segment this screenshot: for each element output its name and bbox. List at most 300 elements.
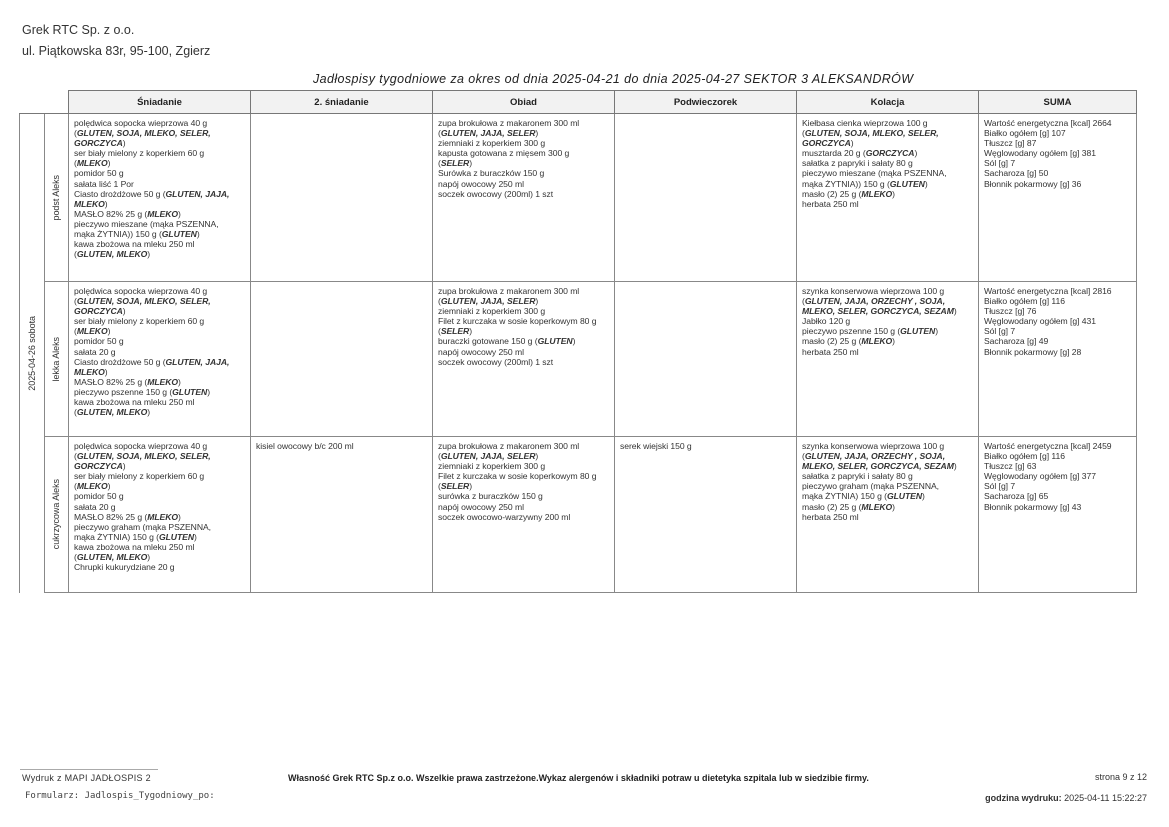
menu-line	[984, 296, 1131, 306]
print-time-value: 2025-04-11 15:22:27	[1064, 793, 1147, 803]
menu-line	[438, 138, 609, 148]
menu-text: (	[438, 158, 441, 169]
menu-text: pieczywo mieszane (mąka PSZENNA,	[802, 168, 947, 179]
afternoon-snack-cell	[615, 282, 797, 437]
menu-text: (	[802, 296, 805, 307]
diet-label: cukrzycowa Aleks	[51, 479, 62, 550]
menu-line	[74, 491, 245, 501]
menu-text: Tłuszcz [g] 87	[984, 138, 1037, 149]
menu-text: surówka z buraczków 150 g	[438, 491, 543, 502]
menu-text: polędwica sopocka wieprzowa 40 g	[74, 118, 208, 128]
menu-text: Błonnik pokarmowy [g] 36	[984, 178, 1082, 189]
menu-line	[74, 229, 245, 239]
lunch-cell	[433, 437, 615, 593]
company-address: ul. Piątkowska 83r, 95-100, Zgierz	[22, 44, 211, 58]
menu-text: Białko ogółem [g] 107	[984, 128, 1066, 139]
allergen-text: GLUTEN, SOJA, MLEKO, SELER,	[804, 128, 939, 139]
menu-text: (	[74, 407, 77, 418]
menu-line	[984, 118, 1131, 128]
menu-line	[802, 128, 973, 138]
menu-text: Sól [g] 7	[984, 481, 1016, 492]
menu-text: Sacharoza [g] 65	[984, 491, 1049, 502]
menu-line	[438, 189, 609, 199]
menu-line	[438, 286, 609, 296]
allergen-text: GLUTEN, JAJA,	[165, 188, 230, 199]
print-time	[985, 793, 1147, 803]
menu-line	[984, 461, 1131, 471]
menu-line	[984, 471, 1131, 481]
menu-text: polędwica sopocka wieprzowa 40 g	[74, 441, 208, 451]
menu-text: )	[194, 531, 197, 542]
table-row	[20, 114, 1137, 282]
menu-text: Sacharoza [g] 50	[984, 168, 1049, 179]
menu-text: ser biały mielony z koperkiem 60 g	[74, 316, 205, 327]
allergen-text: GLUTEN	[537, 336, 573, 347]
allergen-text: GLUTEN, SOJA, MLEKO, SELER,	[76, 128, 211, 139]
second-breakfast-cell	[251, 282, 433, 437]
menu-line	[802, 168, 973, 178]
print-time-label: godzina wydruku:	[985, 793, 1062, 803]
menu-line	[74, 562, 245, 572]
menu-line	[984, 179, 1131, 189]
table-row	[20, 437, 1137, 593]
allergen-text: MLEKO	[76, 481, 108, 492]
menu-text: (	[74, 326, 77, 337]
menu-line	[74, 387, 245, 397]
menu-text: ziemniaki z koperkiem 300 g	[438, 461, 546, 472]
sum-cell	[979, 114, 1137, 282]
menu-text: MASŁO 82% 25 g (	[74, 511, 148, 522]
menu-text: ser biały mielony z koperkiem 60 g	[74, 471, 205, 482]
allergen-text: GLUTEN, MLEKO	[76, 552, 148, 563]
menu-text: pieczywo graham (mąka PSZENNA,	[802, 481, 939, 492]
menu-text: )	[469, 158, 473, 169]
menu-line	[802, 347, 973, 357]
company-name: Grek RTC Sp. z o.o.	[22, 23, 135, 37]
menu-text: Błonnik pokarmowy [g] 43	[984, 501, 1082, 512]
menu-line	[802, 118, 973, 128]
menu-text: herbata 250 ml	[802, 198, 859, 209]
afternoon-snack-cell	[615, 437, 797, 593]
menu-line	[74, 316, 245, 326]
menu-text: pieczywo pszenne 150 g (	[74, 386, 173, 397]
allergen-text: GLUTEN, JAJA, ORZECHY , SOJA,	[804, 296, 946, 307]
menu-line	[74, 552, 245, 562]
menu-text: )	[178, 208, 181, 219]
date-cell	[20, 114, 45, 593]
menu-line	[74, 326, 245, 336]
menu-line	[438, 502, 609, 512]
menu-text: )	[122, 306, 126, 317]
menu-line	[438, 326, 609, 336]
menu-text: )	[953, 461, 957, 472]
allergen-text: MLEKO	[74, 198, 105, 209]
menu-text: )	[914, 148, 918, 159]
breakfast-cell	[69, 114, 251, 282]
menu-text: serek wiejski 150 g	[620, 441, 692, 451]
allergen-text: MLEKO	[76, 158, 108, 169]
footer-form: Formularz: Jadlospis_Tygodniowy_po:	[25, 791, 215, 801]
menu-text: )	[107, 481, 111, 492]
menu-line	[438, 481, 609, 491]
menu-text: szynka konserwowa wieprzowa 100 g	[802, 441, 945, 451]
menu-line	[802, 148, 973, 158]
menu-text: Białko ogółem [g] 116	[984, 451, 1065, 462]
menu-text: )	[147, 552, 151, 563]
menu-text: Ciasto drożdżowe 50 g (	[74, 356, 166, 367]
menu-line	[74, 239, 245, 249]
allergen-text: MLEKO, SELER, GORCZYCA, SEZAM	[802, 461, 954, 472]
menu-text: masło (2) 25 g (	[802, 336, 862, 347]
menu-text: )	[535, 296, 539, 307]
allergen-text: SELER	[440, 158, 470, 169]
menu-text: )	[922, 491, 925, 502]
menu-line	[984, 306, 1131, 316]
menu-line	[802, 199, 973, 209]
column-header-dinner: Kolacja	[797, 91, 979, 114]
menu-text: (	[802, 128, 805, 139]
menu-line	[74, 441, 245, 451]
menu-text: ser biały mielony z koperkiem 60 g	[74, 148, 205, 159]
menu-line	[74, 471, 245, 481]
menu-line	[74, 158, 245, 168]
menu-text: masło (2) 25 g (	[802, 501, 862, 512]
menu-line	[802, 326, 973, 336]
menu-line	[802, 286, 973, 296]
dinner-cell	[797, 437, 979, 593]
menu-line	[802, 138, 973, 148]
menu-line	[74, 502, 245, 512]
menu-line	[984, 326, 1131, 336]
menu-text: Białko ogółem [g] 116	[984, 296, 1065, 307]
menu-line	[984, 148, 1131, 158]
allergen-text: GLUTEN, JAJA, SELER	[440, 296, 536, 307]
menu-text: Sól [g] 7	[984, 158, 1016, 169]
menu-line	[802, 179, 973, 189]
menu-line	[438, 316, 609, 326]
menu-text: napój owocowy 250 ml	[438, 346, 524, 357]
menu-line	[74, 189, 245, 199]
menu-line	[74, 451, 245, 461]
menu-line	[620, 441, 791, 451]
menu-text: Ciasto drożdżowe 50 g (	[74, 188, 166, 199]
footer-source: Wydruk z MAPI JADŁOSPIS 2	[22, 773, 151, 783]
report-title: Jadłospisy tygodniowe za okres od dnia 2025-04-21 do dnia 2025-04-27 SEKTOR 3 ALEKSANDRÓW	[313, 72, 914, 86]
menu-text: Węglowodany ogółem [g] 377	[984, 471, 1096, 482]
afternoon-snack-cell	[615, 114, 797, 282]
menu-text: Filet z kurczaka w sosie koperkowym 80 g	[438, 316, 597, 327]
menu-line	[74, 209, 245, 219]
menu-line	[802, 481, 973, 491]
menu-line	[438, 491, 609, 501]
menu-line	[984, 491, 1131, 501]
menu-line	[74, 296, 245, 306]
column-header-lunch: Obiad	[433, 91, 615, 114]
menu-line	[438, 336, 609, 346]
menu-text: Kiełbasa cienka wieprzowa 100 g	[802, 118, 928, 128]
sum-cell	[979, 437, 1137, 593]
menu-text: (	[438, 296, 441, 307]
menu-text: )	[535, 451, 539, 462]
menu-text: Chrupki kukurydziane 20 g	[74, 562, 175, 573]
menu-line	[438, 158, 609, 168]
menu-text: Filet z kurczaka w sosie koperkowym 80 g	[438, 471, 597, 482]
footer-divider	[20, 769, 158, 770]
menu-line	[438, 347, 609, 357]
menu-text: (	[74, 296, 77, 307]
menu-text: (	[74, 481, 77, 492]
menu-text: kawa zbożowa na mleku 250 ml	[74, 239, 195, 250]
allergen-text: MLEKO, SELER, GORCZYCA, SEZAM	[802, 306, 954, 317]
menu-text: )	[147, 407, 151, 418]
menu-text: pieczywo mieszane (mąka PSZENNA,	[74, 218, 219, 229]
menu-line	[438, 296, 609, 306]
allergen-text: GLUTEN, SOJA, MLEKO, SELER,	[76, 451, 211, 462]
second-breakfast-cell	[251, 437, 433, 593]
menu-text: )	[469, 326, 473, 337]
menu-text: Wartość energetyczna [kcal] 2664	[984, 118, 1112, 128]
menu-text: (	[74, 158, 77, 169]
allergen-text: MLEKO	[74, 366, 105, 377]
menu-line	[984, 481, 1131, 491]
menu-line	[74, 336, 245, 346]
menu-line	[74, 481, 245, 491]
menu-text: zupa brokułowa z makaronem 300 ml	[438, 286, 580, 296]
menu-line	[438, 306, 609, 316]
menu-line	[74, 179, 245, 189]
menu-line	[802, 502, 973, 512]
allergen-text: GORCZYCA	[74, 461, 123, 472]
allergen-text: MLEKO	[861, 336, 893, 347]
menu-text: )	[104, 366, 108, 377]
menu-line	[802, 189, 973, 199]
menu-line	[802, 316, 973, 326]
menu-text: Jabłko 120 g	[802, 316, 851, 327]
allergen-text: SELER	[440, 481, 470, 492]
menu-text: )	[572, 336, 576, 347]
menu-text: )	[122, 138, 126, 149]
menu-line	[984, 316, 1131, 326]
menu-line	[984, 336, 1131, 346]
column-header-breakfast: Śniadanie	[69, 91, 251, 114]
menu-line	[984, 158, 1131, 168]
second-breakfast-cell	[251, 114, 433, 282]
allergen-text: GORCZYCA	[802, 138, 851, 149]
menu-text: sałatka z papryki i sałaty 80 g	[802, 158, 913, 169]
menu-text: kawa zbożowa na mleku 250 ml	[74, 541, 195, 552]
menu-line	[74, 407, 245, 417]
menu-text: masło (2) 25 g (	[802, 188, 862, 199]
page-number: strona 9 z 12	[1094, 772, 1147, 782]
menu-text: musztarda 20 g (	[802, 148, 866, 159]
menu-line	[74, 512, 245, 522]
allergen-text: MLEKO	[76, 326, 108, 337]
menu-text: )	[104, 198, 108, 209]
allergen-text: GORCZYCA	[74, 306, 123, 317]
menu-text: sałata 20 g	[74, 501, 116, 512]
lunch-cell	[433, 282, 615, 437]
menu-text: mąka ŻYTNIA)) 150 g (	[74, 229, 162, 240]
menu-text: mąka ŻYTNIA)) 150 g (	[802, 178, 890, 189]
menu-text: soczek owocowy (200ml) 1 szt	[438, 356, 554, 367]
header-spacer	[20, 91, 45, 114]
menu-text: Tłuszcz [g] 63	[984, 461, 1037, 472]
menu-text: )	[924, 178, 928, 189]
menu-text: kawa zbożowa na mleku 250 ml	[74, 397, 195, 408]
diet-cell	[45, 114, 69, 282]
menu-line	[984, 286, 1131, 296]
menu-text: )	[935, 326, 939, 337]
menu-text: )	[122, 461, 126, 472]
menu-line	[74, 397, 245, 407]
menu-text: sałata liść 1 Por	[74, 178, 134, 189]
menu-line	[74, 249, 245, 259]
menu-text: Wartość energetyczna [kcal] 2459	[984, 441, 1112, 451]
menu-line	[438, 148, 609, 158]
menu-text: Tłuszcz [g] 76	[984, 306, 1037, 317]
menu-text: )	[178, 376, 181, 387]
breakfast-cell	[69, 437, 251, 593]
menu-line	[438, 168, 609, 178]
menu-text: Surówka z buraczków 150 g	[438, 168, 545, 179]
menu-line	[256, 441, 427, 451]
diet-label: podst Aleks	[51, 174, 62, 221]
allergen-text: GLUTEN	[886, 491, 922, 502]
menu-line	[74, 148, 245, 158]
menu-line	[438, 441, 609, 451]
allergen-text: GLUTEN	[158, 531, 194, 542]
menu-line	[802, 441, 973, 451]
menu-text: )	[469, 481, 473, 492]
menu-line	[802, 296, 973, 306]
menu-text: soczek owocowy (200ml) 1 szt	[438, 188, 554, 199]
menu-text: )	[107, 326, 111, 337]
menu-line	[74, 286, 245, 296]
menu-text: ziemniaki z koperkiem 300 g	[438, 306, 546, 317]
allergen-text: MLEKO	[861, 501, 893, 512]
table-row	[20, 282, 1137, 437]
menu-text: napój owocowy 250 ml	[438, 178, 524, 189]
menu-line	[802, 471, 973, 481]
allergen-text: GLUTEN	[900, 326, 936, 337]
dinner-cell	[797, 282, 979, 437]
diet-label: lekka Aleks	[51, 336, 62, 382]
header-spacer	[45, 91, 69, 114]
menu-line	[438, 471, 609, 481]
allergen-text: GORCZYCA	[74, 138, 123, 149]
allergen-text: GLUTEN, SOJA, MLEKO, SELER,	[76, 296, 211, 307]
menu-line	[438, 128, 609, 138]
column-header-afternoon-snack: Podwieczorek	[615, 91, 797, 114]
sum-cell	[979, 282, 1137, 437]
allergen-text: GLUTEN, JAJA,	[165, 356, 230, 367]
menu-line	[74, 377, 245, 387]
menu-text: (	[438, 481, 441, 492]
menu-line	[984, 441, 1131, 451]
menu-line	[438, 451, 609, 461]
menu-text: )	[953, 306, 957, 317]
menu-text: mąka ŻYTNIA) 150 g (	[802, 491, 887, 502]
menu-text: pomidor 50 g	[74, 491, 124, 502]
menu-text: (	[438, 326, 441, 337]
menu-text: )	[196, 229, 200, 240]
menu-text: )	[850, 138, 854, 149]
menu-text: zupa brokułowa z makaronem 300 ml	[438, 441, 580, 451]
menu-line	[802, 512, 973, 522]
menu-text: )	[178, 511, 181, 522]
menu-text: herbata 250 ml	[802, 511, 859, 522]
menu-line	[438, 461, 609, 471]
allergen-text: MLEKO	[147, 376, 179, 387]
menu-text: szynka konserwowa wieprzowa 100 g	[802, 286, 945, 296]
menu-line	[802, 451, 973, 461]
menu-text: (	[74, 128, 77, 139]
allergen-text: GLUTEN, JAJA, SELER	[440, 451, 536, 462]
menu-text: kapusta gotowana z mięsem 300 g	[438, 148, 570, 159]
menu-text: Węglowodany ogółem [g] 431	[984, 316, 1096, 327]
menu-text: (	[74, 552, 77, 563]
allergen-text: GLUTEN	[161, 229, 197, 240]
menu-text: ziemniaki z koperkiem 300 g	[438, 138, 546, 149]
menu-line	[802, 461, 973, 471]
allergen-text: MLEKO	[147, 511, 179, 522]
menu-line	[74, 118, 245, 128]
menu-text: MASŁO 82% 25 g (	[74, 376, 148, 387]
column-header-sum: SUMA	[979, 91, 1137, 114]
allergen-text: GLUTEN, JAJA, ORZECHY , SOJA,	[804, 451, 946, 462]
menu-text: Sacharoza [g] 49	[984, 336, 1049, 347]
menu-text: pieczywo graham (mąka PSZENNA,	[74, 521, 211, 532]
allergen-text: GLUTEN, MLEKO	[76, 407, 148, 418]
menu-text: pomidor 50 g	[74, 168, 124, 179]
menu-text: )	[892, 501, 895, 512]
column-header-second-breakfast: 2. śniadanie	[251, 91, 433, 114]
menu-line	[438, 118, 609, 128]
footer-ownership: Własność Grek RTC Sp.z o.o. Wszelkie prawa zastrzeżone.Wykaz alergenów i składniki potraw u dietetyka szpitala lub w siedzibie firmy.	[288, 773, 869, 783]
menu-line	[74, 306, 245, 316]
menu-text: Błonnik pokarmowy [g] 28	[984, 346, 1082, 357]
allergen-text: GLUTEN	[172, 386, 208, 397]
menu-line	[802, 306, 973, 316]
menu-text: mąka ŻYTNIA) 150 g (	[74, 531, 159, 542]
lunch-cell	[433, 114, 615, 282]
date-label: 2025-04-26 sobota	[26, 315, 37, 391]
menu-line	[74, 138, 245, 148]
menu-text: )	[892, 188, 895, 199]
menu-text: )	[892, 336, 895, 347]
menu-line	[984, 347, 1131, 357]
menu-line	[74, 199, 245, 209]
menu-text: sałata 20 g	[74, 346, 116, 357]
menu-text: pomidor 50 g	[74, 336, 124, 347]
menu-text: MASŁO 82% 25 g (	[74, 208, 148, 219]
menu-table	[19, 90, 1137, 593]
menu-line	[984, 168, 1131, 178]
menu-text: kisiel owocowy b/c 200 ml	[256, 441, 354, 451]
diet-cell	[45, 437, 69, 593]
menu-text: sałatka z papryki i sałaty 80 g	[802, 471, 913, 482]
menu-line	[438, 512, 609, 522]
menu-line	[74, 367, 245, 377]
menu-line	[984, 138, 1131, 148]
menu-text: )	[147, 249, 151, 260]
menu-text: soczek owocowo-warzywny 200 ml	[438, 511, 571, 522]
allergen-text: GLUTEN	[889, 178, 925, 189]
diet-cell	[45, 282, 69, 437]
menu-text: )	[207, 386, 211, 397]
allergen-text: GLUTEN, MLEKO	[76, 249, 148, 260]
menu-line	[74, 542, 245, 552]
